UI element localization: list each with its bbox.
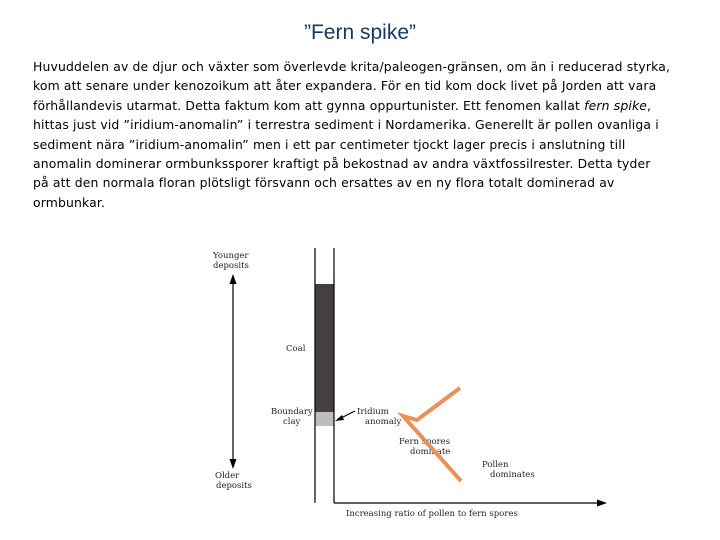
paragraph-line: på att den normala floran plötsligt försvann och ersattes av en ny flora totalt dominerad av bbox=[33, 175, 615, 191]
younger-label-2: deposits bbox=[213, 261, 249, 271]
ratio-curve bbox=[403, 388, 461, 481]
boundary-clay-layer bbox=[315, 412, 334, 426]
fern-spores-label-2: dominate bbox=[410, 447, 451, 457]
paragraph-line: ormbunkar. bbox=[33, 194, 106, 210]
fern-spike-term: fern spike bbox=[584, 97, 648, 113]
fern-spores-label: Fern spores bbox=[399, 437, 451, 447]
paragraph-text: förhållandevis utarmat. Detta faktum kom att gynna oppurtunister. Ett fenomen kallat bbox=[33, 97, 585, 113]
upper-sediment-layer bbox=[315, 248, 334, 284]
older-label-2: deposits bbox=[216, 481, 252, 491]
iridium-anomaly-label: Iridium bbox=[357, 407, 389, 417]
time-axis-arrow-down bbox=[230, 459, 237, 469]
boundary-clay-label-2: clay bbox=[283, 417, 301, 427]
paragraph-line: sediment nära ”iridium-anomalin” men i ett par centimeter tjockt lager precis i anslutning till bbox=[33, 136, 626, 152]
paragraph-line: Huvuddelen av de djur och växter som överlevde krita/paleogen-gränsen, om än i reducerad styrka, bbox=[33, 59, 671, 74]
iridium-anomaly-label-2: anomaly bbox=[365, 417, 402, 427]
paragraph-text: , bbox=[647, 97, 652, 113]
paragraph-line: hittas just vid ”iridium-anomalin” i terrestra sediment i Nordamerika. Generellt är pollen ovanliga i bbox=[33, 117, 659, 133]
paragraph-line: kom att senare under kenozoikum att åter expandera. För en tid kom dock livet på Jorden att vara bbox=[33, 78, 657, 94]
younger-label: Younger bbox=[213, 251, 249, 261]
pollen-label-2: dominates bbox=[490, 470, 535, 480]
paragraph-line: anomalin dominerar ormbunkssporer kraftigt på bekostnad av andra växtfossilrester. Detta tyder bbox=[33, 156, 651, 172]
coal-layer bbox=[315, 284, 334, 412]
boundary-clay-label: Boundary bbox=[271, 407, 313, 417]
x-axis-label: Increasing ratio of pollen to fern spores bbox=[346, 509, 518, 519]
pollen-label: Pollen bbox=[482, 460, 509, 470]
older-label: Older bbox=[215, 471, 240, 481]
time-axis-arrow-up bbox=[230, 274, 237, 284]
iridium-pointer-head bbox=[335, 415, 344, 421]
x-axis-arrow bbox=[597, 500, 607, 507]
page-title: ”Fern spike” bbox=[303, 21, 417, 44]
coal-label: Coal bbox=[286, 344, 306, 354]
